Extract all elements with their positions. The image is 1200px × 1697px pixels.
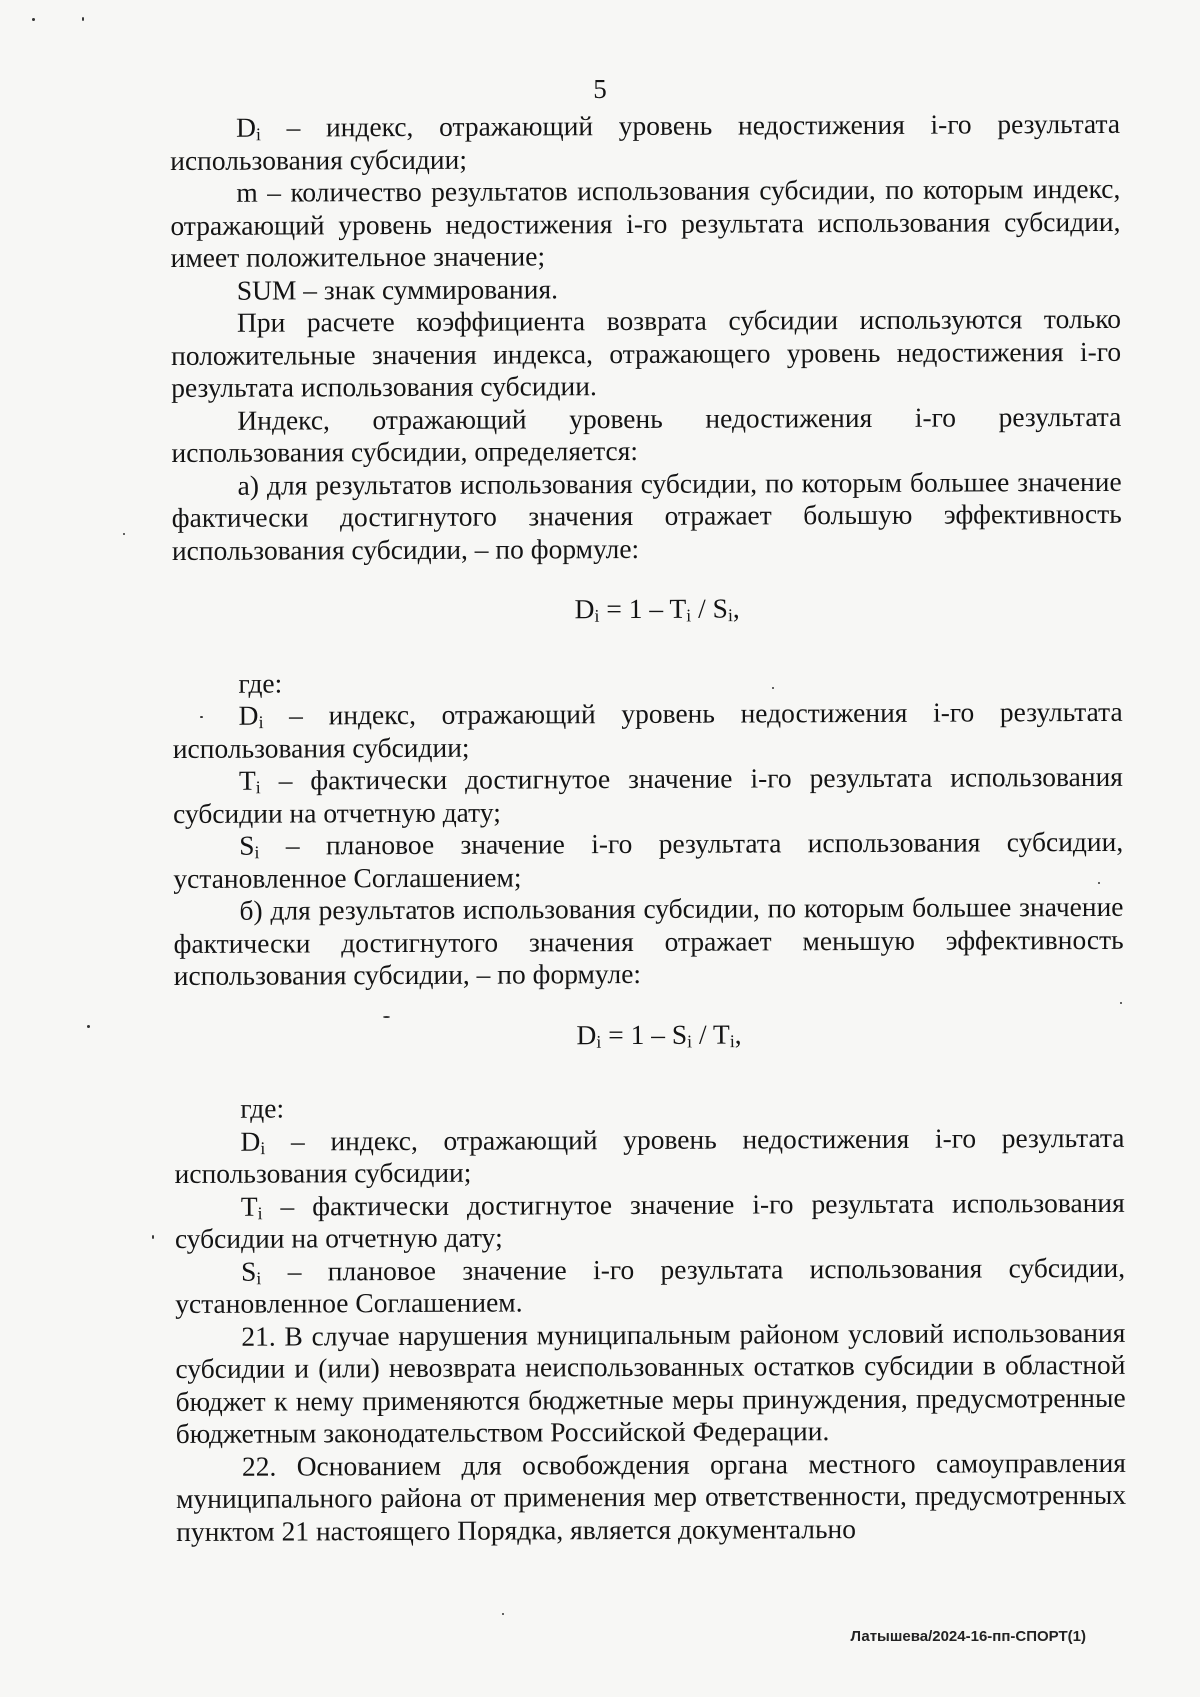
definition-di-a: $D_i$ – индекс, отражающий уровень недостижения i-го результата использования субсидии; [172, 695, 1123, 764]
definition-si-a: $S_i$ – плановое значение i-го результата использования субсидии, установленное Соглашением; [173, 825, 1124, 894]
scan-speck [1120, 1002, 1122, 1004]
scan-speck [200, 716, 203, 718]
where-label-a: где: [238, 667, 283, 699]
paragraph-case-b: б) для результатов использования субсидии, по которым большее значение фактически достигнутого значения отражает меньшую эффективность использования субсидии, – по формуле: [173, 890, 1124, 991]
where-label-b: где: [240, 1092, 285, 1124]
document-body [170, 108, 1126, 1548]
formula-a: $D_i = 1 - T_i / S_i$, [574, 592, 740, 626]
paragraph-22: 22. Основанием для освобождения органа местного самоуправления муниципального района от применения мер ответственности, предусмотренных пунктом 21 настоящего Порядка, является документально [175, 1446, 1127, 1547]
definition-ti-a: $T_i$ – фактически достигнутое значение i-го результата использования субсидии на отчетную дату; [172, 760, 1123, 829]
scan-speck [32, 18, 35, 21]
definition-text: – индекс, отражающий уровень недостижения i-го результата использования субсидии; [170, 107, 1121, 176]
paragraph-index-definition: Индекс, отражающий уровень недостижения i-го результата использования субсидии, определяется: [171, 400, 1122, 468]
symbol-d: D [235, 111, 257, 143]
page-number: 5 [593, 74, 607, 104]
paragraph-positive-values: При расчете коэффициента возврата субсидии используются только положительные значения индекса, отражающего уровень недостижения i-го результата использования субсидии. [170, 302, 1122, 403]
scan-speck [502, 1613, 504, 1615]
scan-speck [383, 1016, 390, 1018]
scan-speck [772, 687, 774, 689]
scan-speck [152, 1235, 154, 1239]
definition-si-b: $S_i$ – плановое значение i-го результата использования субсидии, установленное Соглашением. [175, 1251, 1126, 1319]
subscript-i: i [255, 124, 261, 145]
definition-di [170, 108, 1120, 177]
definition-di-b: $D_i$ – индекс, отражающий уровень недостижения i-го результата использования субсидии; [174, 1121, 1125, 1189]
scan-speck [87, 1025, 90, 1028]
document-footer-code: Латышева/2024-16-пп-СПОРТ(1) [850, 1628, 1086, 1645]
definition-m: m – количество результатов использования субсидии, по которым индекс, отражающий уровень недостижения i-го результата использования субсидии, имеет положительное значение; [170, 172, 1121, 273]
definition-ti-b: $T_i$ – фактически достигнутое значение i-го результата использования субсидии на отчетную дату; [174, 1186, 1125, 1254]
paragraph-case-a: а) для результатов использования субсидии, по которым большее значение фактически достигнутого значения отражает большую эффективность использования субсидии, – по формуле: [171, 465, 1122, 566]
formula-b: $D_i = 1 - S_i / T_i$, [576, 1018, 742, 1052]
definition-sum: SUM – знак суммирования. [236, 272, 559, 306]
scan-speck [1098, 882, 1100, 884]
paragraph-21: 21. В случае нарушения муниципальным районом условий использования субсидии и (или) невозврата неиспользованных остатков субсидии в областной бюджет к нему применяются бюджетные меры принуждения, предусмотренные бюджетным законодательством Российской Федерации. [175, 1316, 1126, 1449]
scan-speck [82, 17, 84, 21]
scan-speck [123, 533, 125, 535]
